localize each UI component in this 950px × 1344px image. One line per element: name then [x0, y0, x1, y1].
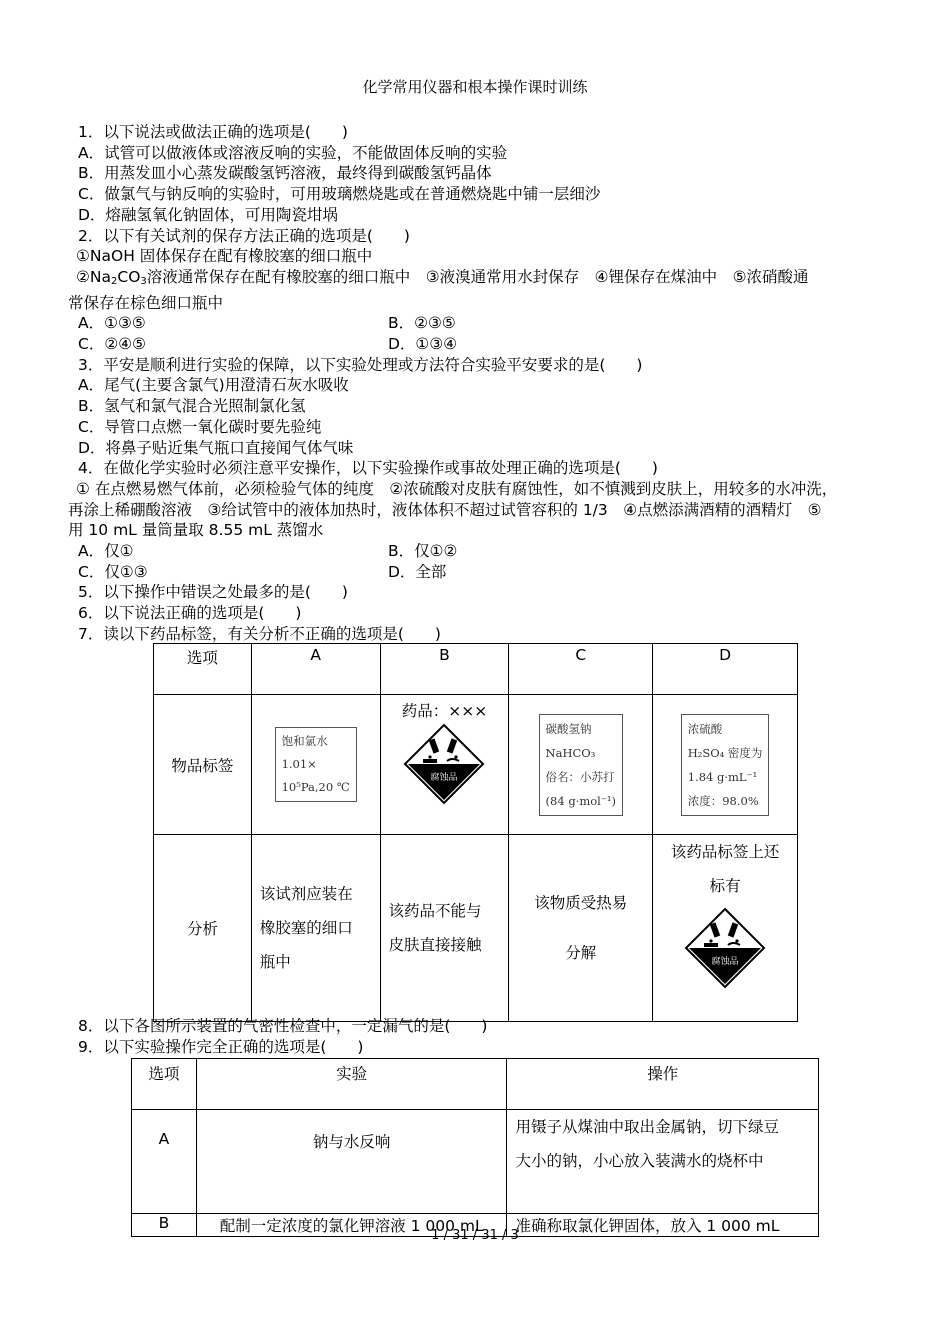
q9-header-option: 选项	[132, 1059, 197, 1110]
q7-row-label-tag: 物品标签	[154, 695, 252, 835]
q4-line-3: 用 10 mL 量筒量取 8.55 mL 蒸馏水	[68, 521, 324, 540]
q1-option-a: A．试管可以做液体或溶液反响的实验，不能做固体反响的实验	[78, 143, 508, 162]
q7-label-table	[153, 643, 798, 1022]
q6-stem: 6．以下说法正确的选项是( )	[78, 604, 302, 623]
q3-stem: 3．平安是顺利进行实验的保障，以下实验处理或方法符合实验平安要求的是( )	[78, 355, 643, 374]
hazard-label-b: 腐蚀品	[430, 773, 458, 783]
q4-options-row-2	[68, 562, 888, 583]
q7-label-d-cell	[653, 695, 798, 835]
q1-option-c: C．做氯气与钠反响的实验时，可用玻璃燃烧匙或在普通燃烧匙中铺一层细沙	[78, 185, 601, 204]
label-card-d: 浓硫酸 H₂SO₄ 密度为 1.84 g·mL⁻¹ 浓度：98.0%	[681, 714, 770, 816]
corrosive-hazard-icon	[684, 907, 766, 989]
q9-header-experiment: 实验	[196, 1059, 507, 1110]
q7-label-b-cell	[380, 695, 509, 835]
q4-option-d: D．全部	[388, 562, 447, 581]
q9-row-a-experiment: 钠与水反响	[196, 1110, 507, 1214]
q9-stem: 9．以下实验操作完全正确的选项是( )	[78, 1037, 364, 1056]
q4-option-b: B．仅①②	[388, 542, 458, 561]
q2-option-d: D．①③④	[388, 335, 458, 354]
q4-option-a: A．仅①	[78, 542, 134, 561]
q7-analysis-c: 该物质受热易 分解	[509, 835, 653, 1022]
page-footer: 1 / 31 / 31 / 3	[431, 1228, 519, 1243]
q9-row-a-option: A	[132, 1110, 197, 1214]
q5-stem: 5．以下操作中错误之处最多的是( )	[78, 583, 348, 602]
q1-stem: 1．以下说法或做法正确的选项是( )	[78, 123, 348, 141]
q7-header-c: C	[509, 644, 653, 695]
q2-statement-1: ①NaOH 固体保存在配有橡胶塞的细口瓶中	[76, 247, 373, 266]
q4-line-2: 再涂上稀硼酸溶液 ③给试管中的液体加热时，液体体积不超过试管容积的 1/3 ④点燃添满酒精的酒精灯 ⑤	[68, 500, 822, 519]
q9-row-b-experiment: 配制一定浓度的氯化钾溶液 1 000 mL	[196, 1214, 507, 1237]
hazard-label-d: 腐蚀品	[711, 957, 739, 967]
q7-header-b: B	[380, 644, 509, 695]
q9-table	[131, 1058, 819, 1237]
q2-option-b: B．②③⑤	[388, 314, 456, 333]
q4-options-row-1	[68, 541, 888, 562]
q8-stem: 8．以下各图所示装置的气密性检查中，一定漏气的是( )	[78, 1017, 488, 1035]
q3-option-d: D．将鼻子贴近集气瓶口直接闻气体气味	[78, 438, 354, 457]
q7-analysis-d: 该药品标签上还 标有 腐蚀品	[653, 835, 798, 1022]
label-card-a: 饱和氯水 1.01× 10⁵Pa,20 ℃	[275, 727, 357, 802]
q7-label-a-cell	[251, 695, 380, 835]
q3-option-b: B．氢气和氯气混合光照制氯化氢	[78, 397, 306, 416]
label-b-title: 药品：×××	[401, 702, 488, 720]
q4-stem: 4．在做化学实验时必须注意平安操作，以下实验操作或事故处理正确的选项是( )	[78, 459, 658, 478]
q7-header-d: D	[653, 644, 798, 695]
corrosive-hazard-icon	[403, 723, 485, 805]
q2-option-a: A．①③⑤	[78, 314, 146, 333]
q2-statement-2: $②Na_2CO_3$溶液通常保存在配有橡胶塞的细口瓶中 ③液溴通常用水封保存 ④锂保存在煤油中 ⑤浓硝酸通	[76, 267, 809, 287]
q7-header-a: A	[251, 644, 380, 695]
q7-analysis-b: 该药品不能与 皮肤直接接触	[380, 835, 509, 1022]
question-list	[68, 122, 888, 645]
q2-statement-3: 常保存在棕色细口瓶中	[68, 293, 224, 312]
q9-row-b-operation: 准确称取氯化钾固体，放入 1 000 mL	[507, 1214, 819, 1237]
q7-header-option: 选项	[154, 644, 252, 695]
q7-analysis-a: 该试剂应装在 橡胶塞的细口 瓶中	[251, 835, 380, 1022]
q1-option-b: B．用蒸发皿小心蒸发碳酸氢钙溶液，最终得到碳酸氢钙晶体	[78, 164, 492, 183]
q7-label-c-cell	[509, 695, 653, 835]
q2-options-row-1	[68, 313, 888, 334]
q4-option-c: C．仅①③	[78, 562, 148, 581]
q2-stem: 2．以下有关试剂的保存方法正确的选项是( )	[78, 226, 410, 245]
q4-line-1: ① 在点燃易燃气体前，必须检验气体的纯度 ②浓硫酸对皮肤有腐蚀性，如不慎溅到皮肤上，用较多的水冲洗，	[76, 479, 838, 498]
q2-option-c: C．②④⑤	[78, 335, 147, 354]
q9-header-operation: 操作	[507, 1059, 819, 1110]
q7-stem: 7．读以下药品标签，有关分析不正确的选项是( )	[78, 624, 441, 643]
label-card-c: 碳酸氢钠 NaHCO₃ 俗名：小苏打 (84 g·mol⁻¹)	[539, 714, 623, 816]
q9-row-b-option: B	[132, 1214, 197, 1237]
q9-row-a-operation: 用镊子从煤油中取出金属钠，切下绿豆 大小的钠，小心放入装满水的烧杯中	[507, 1110, 819, 1214]
q3-option-a: A．尾气(主要含氯气)用澄清石灰水吸收	[78, 376, 349, 395]
q7-row-analysis-label: 分析	[154, 835, 252, 1022]
question-list-2	[68, 1016, 888, 1057]
q3-option-c: C．导管口点燃一氧化碳时要先验纯	[78, 417, 322, 436]
q2-options-row-2	[68, 334, 888, 355]
q1-option-d: D．熔融氢氧化钠固体，可用陶瓷坩埚	[78, 205, 338, 224]
page-title: 化学常用仪器和根本操作课时训练	[362, 78, 588, 96]
